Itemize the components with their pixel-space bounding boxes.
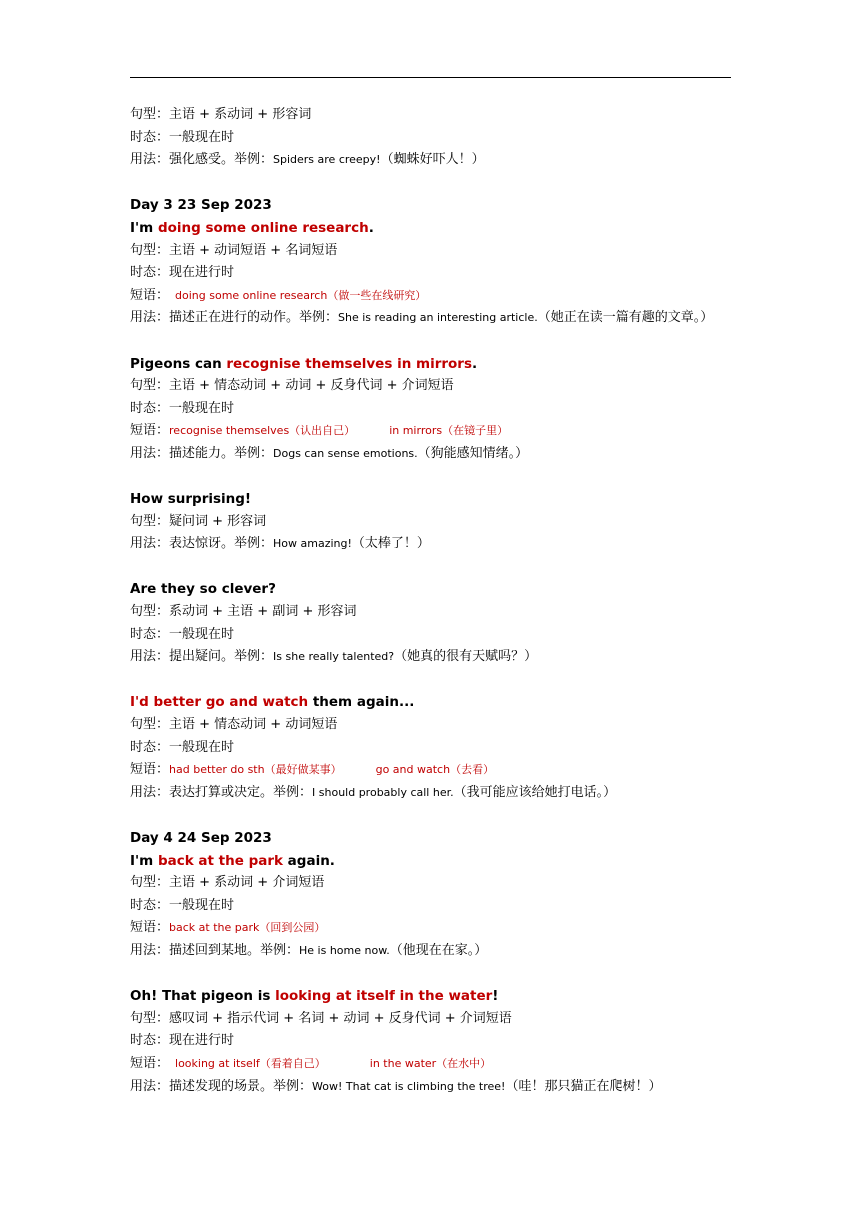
usage-translation: （哇！那只猫正在爬树！） [505,1078,662,1094]
usage-line [130,1076,750,1099]
pattern-line: 句型：主语 + 系动词 + 介词短语 [130,875,325,891]
sentence-highlight: back at the park [157,852,283,869]
sentence-highlight: recognise themselves in mirrors [226,355,472,372]
phrase-item: doing some online research（做一些在线研究） [175,288,427,302]
phrase-item: looking at itself（看着自己） [175,1056,326,1070]
usage-translation: （她真的很有天赋吗？） [394,649,538,665]
usage-prefix: 用法：描述回到某地。举例： [130,942,300,958]
tense-line: 时态：一般现在时 [130,129,235,145]
day-heading: Day 4 24 Sep 2023 [130,830,272,846]
tense-line: 时态：一般现在时 [130,897,235,913]
sentence-highlight: I'd better go and watch [130,694,309,711]
phrase-item: had better do sth（最好做某事） [169,763,342,777]
sentence-text: I'm [130,852,158,869]
header-rule [130,77,731,78]
pattern-line: 句型：系动词 + 主语 + 副词 + 形容词 [130,604,357,620]
usage-prefix: 用法：强化感受。举例： [130,152,274,168]
sentence-text: . [472,355,478,372]
tense-line: 时态：一般现在时 [130,739,235,755]
phrase-label: 短语： [130,1055,170,1071]
usage-line [130,149,750,172]
usage-example: Spiders are creepy! [273,153,381,167]
usage-prefix: 用法：描述正在进行的动作。举例： [130,310,339,326]
sentence-text: ! [492,988,499,1005]
sentence-text: them again... [308,694,415,711]
pattern-line: 句型：主语 + 系动词 + 形容词 [130,107,312,122]
sentence-text: I'm [130,219,158,236]
pattern-line: 句型：感叹词 + 指示代词 + 名词 + 动词 + 反身代词 + 介词短语 [130,1010,512,1026]
phrase-line [130,917,750,940]
usage-translation: （狗能感知情绪。） [417,445,529,461]
usage-prefix: 用法：提出疑问。举例： [130,649,274,665]
sentence: Are they so clever? [130,581,276,598]
usage-line [130,940,750,963]
usage-translation: （蜘蛛好吓人！） [380,152,485,168]
sentence [130,850,750,873]
usage-prefix: 用法：表达惊讶。举例： [130,536,274,552]
tense-line: 时态：一般现在时 [130,626,235,642]
sentence-highlight: doing some online research [157,219,369,236]
document-body [130,104,750,1098]
phrase-line [130,759,750,782]
phrase-item: recognise themselves（认出自己） [169,424,356,438]
phrase-label: 短语： [130,920,170,936]
pattern-line: 句型：主语 + 情态动词 + 动词短语 [130,717,338,733]
tense-line: 时态：现在进行时 [130,265,235,281]
sentence [130,353,750,376]
usage-example: He is home now. [299,943,390,957]
phrase-label: 短语： [130,423,170,439]
usage-prefix: 用法：表达打算或决定。举例： [130,784,313,800]
phrase-label: 短语： [130,287,170,303]
usage-translation: （我可能应该给她打电话。） [453,784,617,800]
usage-example: How amazing! [273,537,352,551]
sentence [130,691,750,714]
usage-example: Is she really talented? [273,650,395,664]
day-heading: Day 3 23 Sep 2023 [130,197,272,214]
phrase-line [130,285,750,308]
phrase-label: 短语： [130,762,170,778]
sentence-text: . [368,219,374,236]
pattern-line: 句型：主语 + 情态动词 + 动词 + 反身代词 + 介词短语 [130,378,454,394]
pattern-line: 句型：主语 + 动词短语 + 名词短语 [130,242,338,258]
usage-translation: （她正在读一篇有趣的文章。） [537,310,714,326]
phrase-item: back at the park（回到公园） [169,921,326,935]
phrase-item: go and watch（去看） [375,763,495,777]
usage-example: She is reading an interesting article. [338,311,538,325]
usage-translation: （他现在在家。） [389,942,488,958]
usage-prefix: 用法：描述发现的场景。举例： [130,1078,313,1094]
sentence [130,217,750,240]
usage-line [130,782,750,805]
tense-line: 时态：一般现在时 [130,400,235,416]
usage-example: Wow! That cat is climbing the tree! [312,1079,506,1093]
phrase-item: in the water（在水中） [369,1056,492,1070]
usage-line [130,646,750,669]
usage-translation: （太棒了！） [351,536,430,552]
pattern-line: 句型：疑问词 + 形容词 [130,513,267,529]
usage-line [130,443,750,466]
tense-line: 时态：现在进行时 [130,1033,235,1049]
sentence-highlight: looking at itself in the water [275,988,493,1005]
sentence-text: Pigeons can [130,355,227,372]
phrase-line [130,1053,750,1076]
sentence [130,985,750,1008]
usage-example: Dogs can sense emotions. [273,446,418,460]
sentence-text: Oh! That pigeon is [130,988,276,1005]
usage-prefix: 用法：描述能力。举例： [130,445,274,461]
phrase-item: in mirrors（在镜子里） [389,424,509,438]
sentence: How surprising! [130,491,252,508]
usage-line [130,533,750,556]
sentence-text: again. [282,852,335,869]
usage-line [130,307,750,330]
usage-example: I should probably call her. [312,785,454,799]
phrase-line [130,420,750,443]
